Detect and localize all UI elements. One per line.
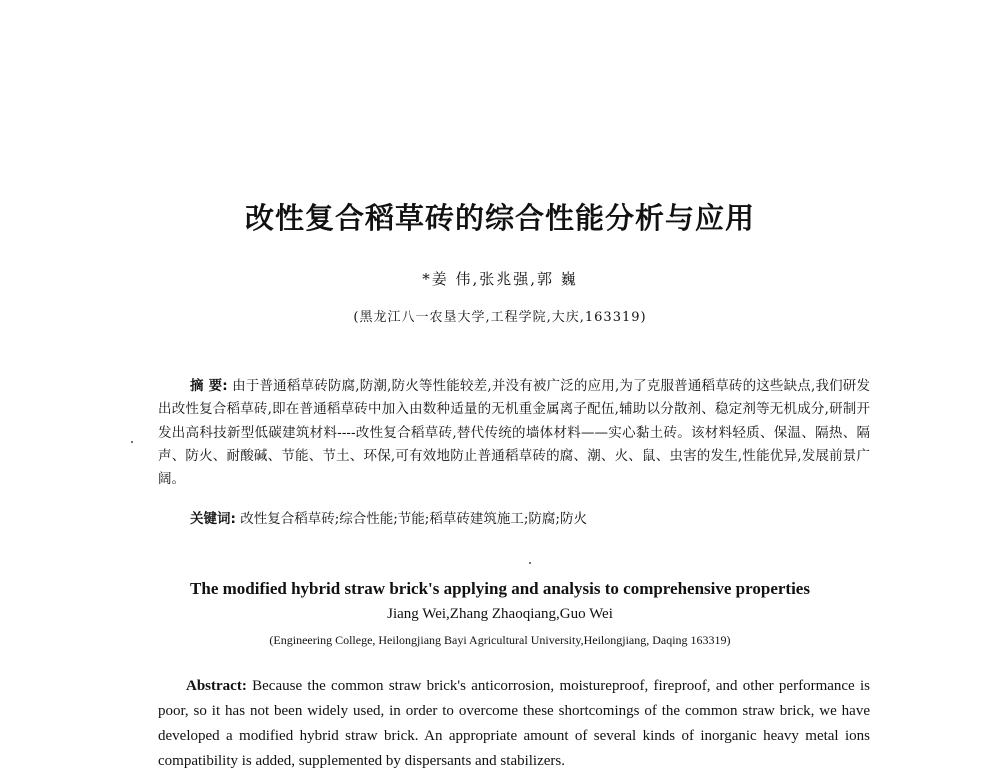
chinese-abstract-text: 由于普通稻草砖防腐,防潮,防火等性能较差,并没有被广泛的应用,为了克服普通稻草砖的这些缺点,我们研发出改性复合稻草砖,即在普通稻草砖中加入由数种适量的无机重金属离子配伍,辅助以分散剂、稳定剂等无机成分,研制开发出高科技新型低碳建筑材料----改性复合稻草砖,替代传统的墙体材料——实心黏土砖。该材料轻质、保温、隔热、隔声、防火、耐酸碱、节能、节土、环保,可有效地防止普通稻草砖的腐、潮、火、鼠、虫害的发生,性能优异,发展前景广阔。 bbox=[158, 378, 870, 488]
english-authors: Jiang Wei,Zhang Zhaoqiang,Guo Wei bbox=[387, 606, 613, 622]
chinese-affiliation: (黑龙江八一农垦大学,工程学院,大庆,163319) bbox=[353, 310, 647, 325]
chinese-abstract-label: 摘 要: bbox=[190, 378, 228, 394]
scan-speck bbox=[529, 562, 531, 564]
chinese-authors: *姜 伟,张兆强,郭 巍 bbox=[422, 270, 578, 288]
chinese-keywords-text: 改性复合稻草砖;综合性能;节能;稻草砖建筑施工;防腐;防火 bbox=[240, 511, 587, 527]
english-abstract bbox=[158, 674, 870, 774]
english-affiliation: (Engineering College, Heilongjiang Bayi Agricultural University,Heilongjiang, Daqing 163319) bbox=[269, 633, 731, 647]
chinese-title: 改性复合稻草砖的综合性能分析与应用 bbox=[244, 201, 755, 235]
english-abstract-text: Because the common straw brick's anticorrosion, moistureproof, fireproof, and other performance is poor, so it has not been widely used, in order to overcome these shortcomings of the common straw brick, we have developed a modified hybrid straw brick. An appropriate amount of several kinds of inorganic heavy metal ions compatibility is added, supplemented by dispersants and stabilizers. bbox=[158, 678, 871, 769]
english-title: The modified hybrid straw brick's applying and analysis to comprehensive properties bbox=[190, 579, 810, 598]
scan-speck bbox=[131, 441, 133, 443]
chinese-abstract bbox=[158, 375, 870, 491]
chinese-keywords-label: 关键词: bbox=[190, 511, 236, 527]
english-abstract-label: Abstract: bbox=[186, 678, 247, 694]
chinese-keywords bbox=[190, 508, 870, 530]
